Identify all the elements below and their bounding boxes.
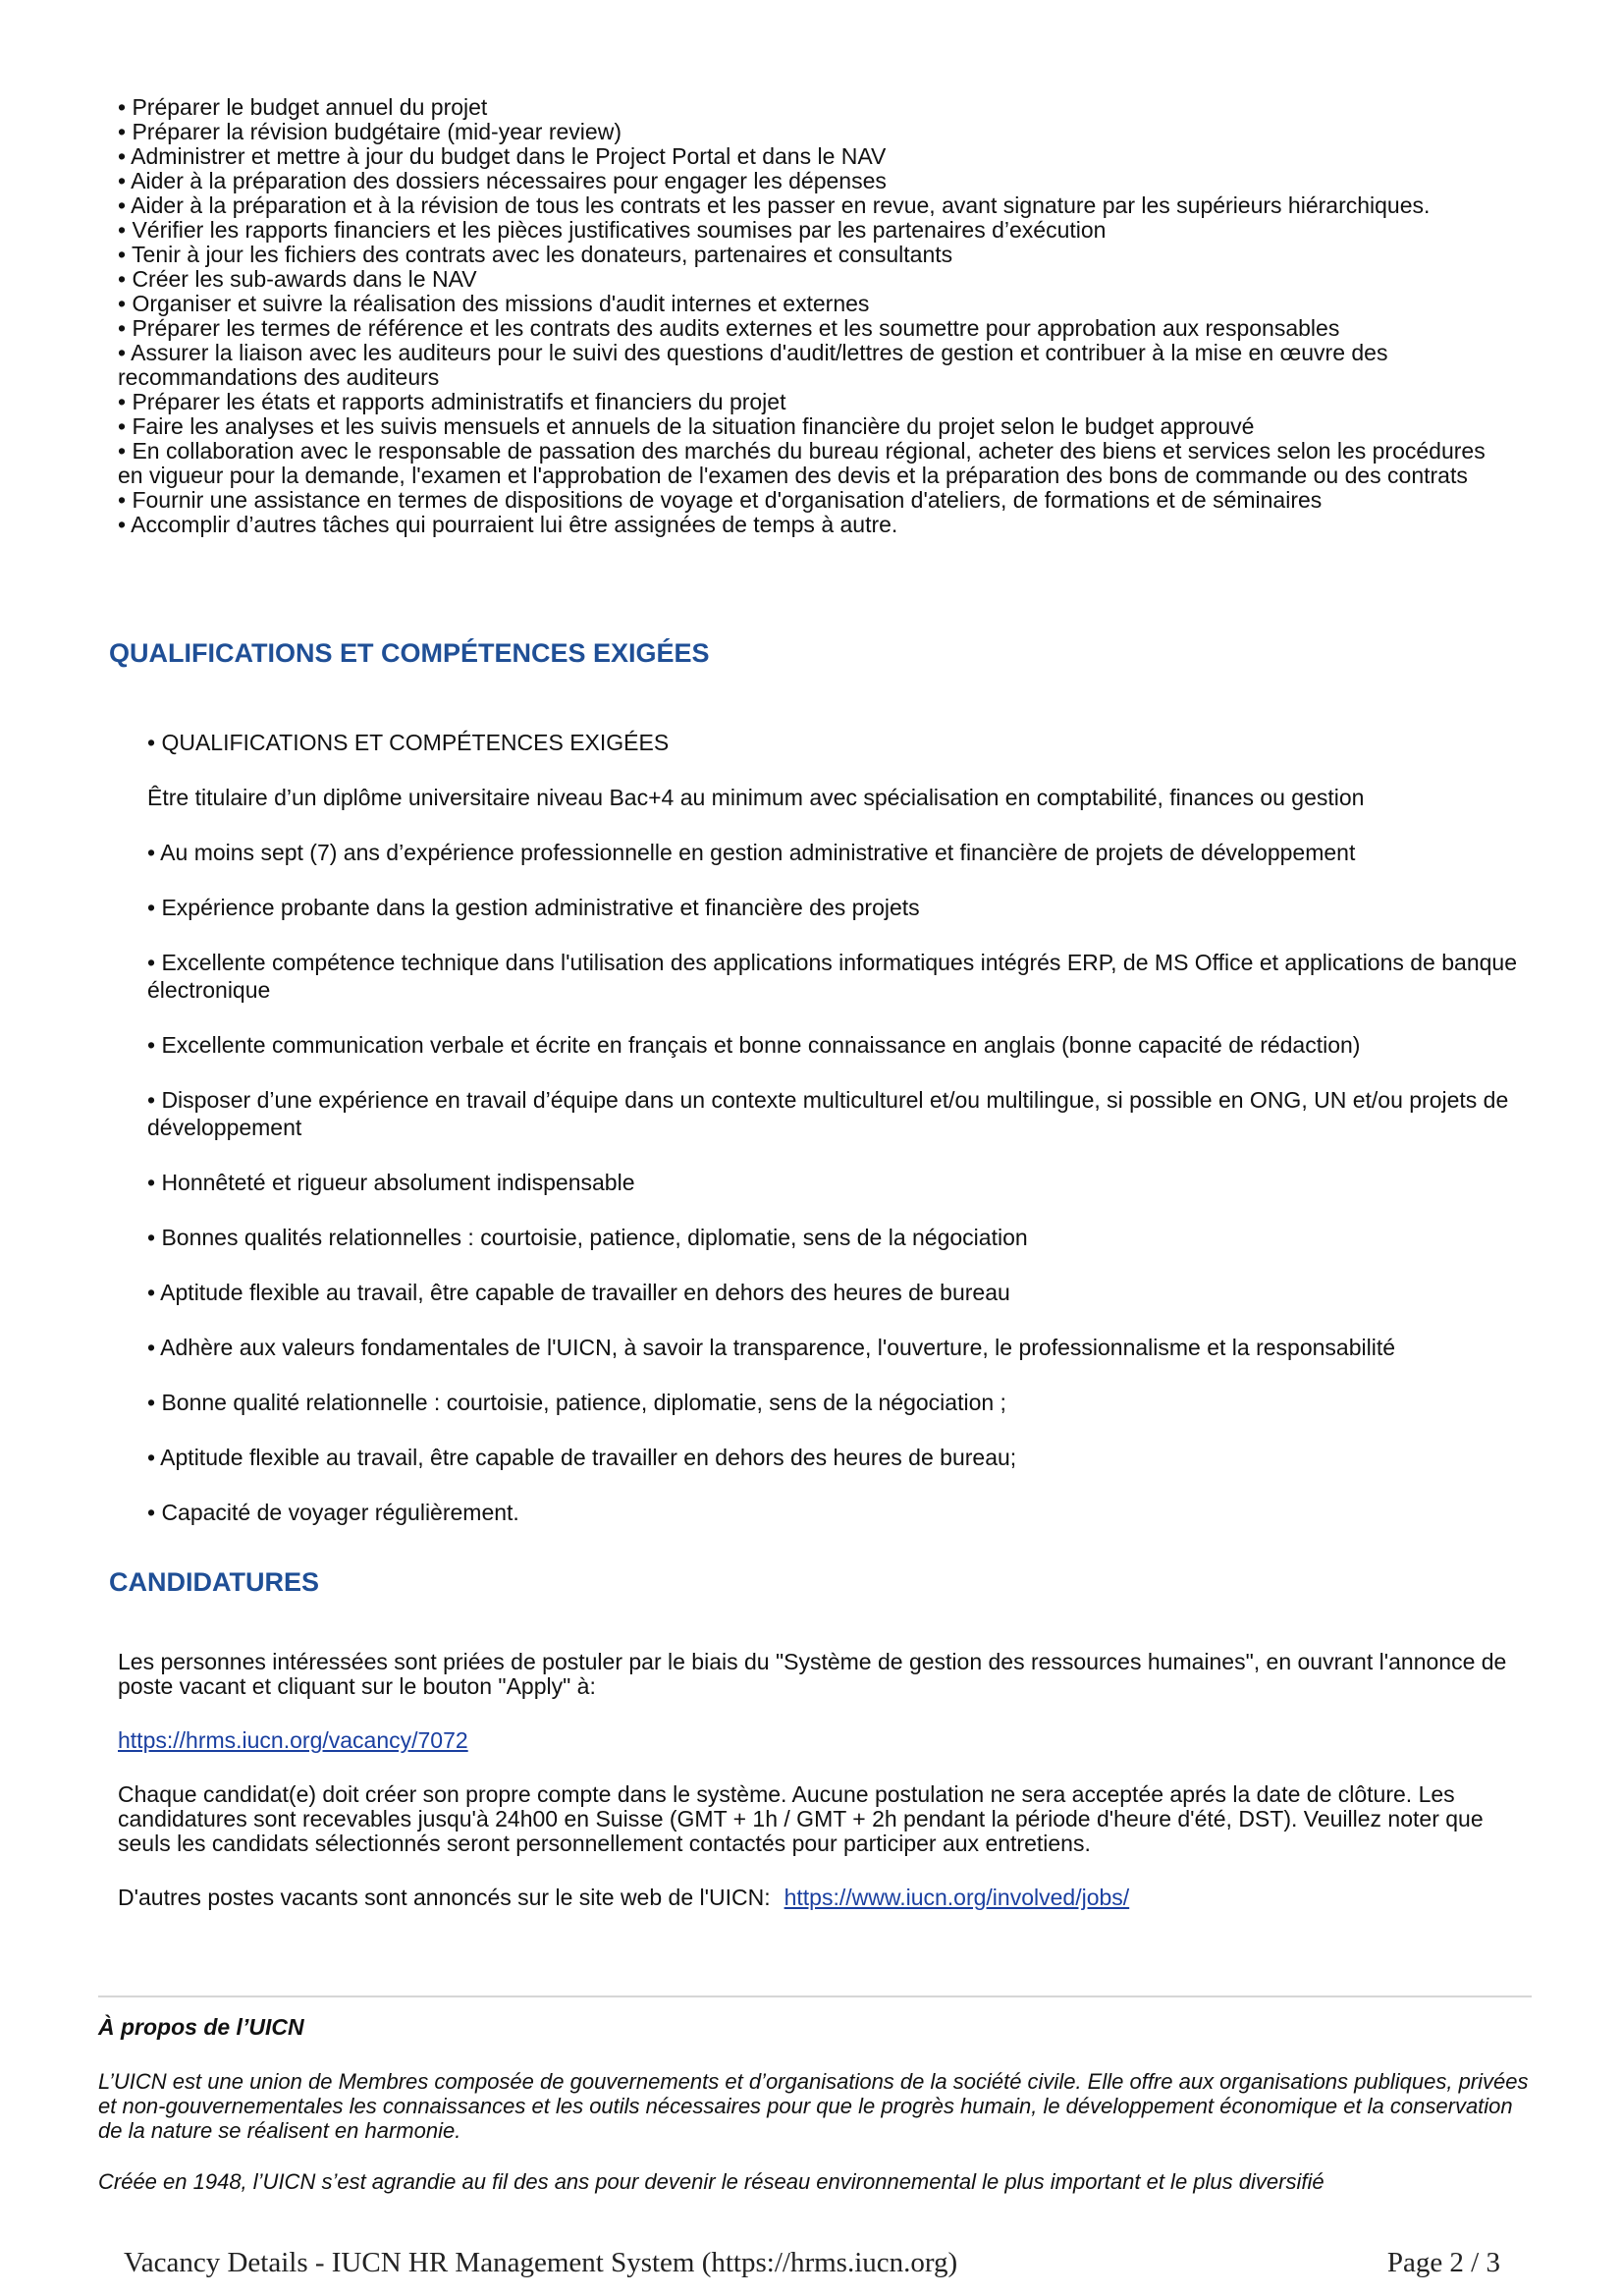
list-item: • Préparer les termes de référence et les contrats des audits externes et les soumettre pour approbation aux responsables (118, 315, 1340, 341)
list-item: • Accomplir d’autres tâches qui pourraient lui être assignées de temps à autre. (118, 512, 898, 537)
list-item: • Aptitude flexible au travail, être capable de travailler en dehors des heures de bureau (147, 1280, 1010, 1305)
application-instructions: Les personnes intéressées sont priées de postuler par le biais du "Système de gestion des ressources humaines", en ouvrant l'annonce de poste vacant et cliquant sur le bouton "Apply" à: (118, 1649, 1507, 1699)
list-item: • Administrer et mettre à jour du budget dans le Project Portal et dans le NAV (118, 143, 887, 169)
about-paragraph: Créée en 1948, l’UICN s’est agrandie au fil des ans pour devenir le réseau environnemental le plus important et le plus diversifié (98, 2169, 1325, 2194)
list-item: • Tenir à jour les fichiers des contrats avec les donateurs, partenaires et consultants (118, 242, 953, 267)
list-item: • Aptitude flexible au travail, être capable de travailler en dehors des heures de bureau; (147, 1445, 1017, 1470)
list-item: • QUALIFICATIONS ET COMPÉTENCES EXIGÉES (147, 730, 670, 755)
list-item: • Adhère aux valeurs fondamentales de l'UICN, à savoir la transparence, l'ouverture, le professionnalisme et la responsabilité (147, 1335, 1396, 1360)
list-item: • Fournir une assistance en termes de dispositions de voyage et d'organisation d'ateliers, de formations et de séminaires (118, 487, 1323, 513)
duties-list (118, 95, 1512, 537)
list-item: • Faire les analyses et les suivis mensuels et annuels de la situation financière du projet selon le budget approuvé (118, 413, 1255, 439)
qualifications-list (147, 729, 1522, 1554)
about-paragraph: L’UICN est une union de Membres composée de gouvernements et d’organisations de la société civile. Elle offre aux organisations publiques, privées et non-gouvernementales les connaissances et les outils nécessaires pour que le progrès humain, le développement économique et la conservation de la nature se réalisent en harmonie. (98, 2069, 1529, 2143)
other-vacancies-text: D'autres postes vacants sont annoncés sur le site web de l'UICN: (118, 1885, 771, 1910)
list-item: • Bonnes qualités relationnelles : courtoisie, patience, diplomatie, sens de la négociation (147, 1225, 1028, 1250)
list-item: • En collaboration avec le responsable de passation des marchés du bureau régional, acheter des biens et services selon les procédures en vigueur pour la demande, l'examen et l'approbation de l'examen des devis et la préparation des bons de commande ou des contrats (118, 438, 1486, 488)
list-item: • Aider à la préparation et à la révision de tous les contrats et les passer en revue, avant signature par les supérieurs hiérarchiques. (118, 192, 1431, 218)
section-divider (98, 1995, 1532, 1997)
about-section (98, 2015, 1532, 2220)
page-number: Page 2 / 3 (1386, 2247, 1500, 2278)
list-item: • Expérience probante dans la gestion administrative et financière des projets (147, 895, 920, 920)
list-item: • Préparer la révision budgétaire (mid-year review) (118, 119, 622, 144)
about-heading: À propos de l’UICN (98, 2014, 304, 2040)
jobs-link[interactable]: https://www.iucn.org/involved/jobs/ (784, 1885, 1130, 1910)
apply-link-line (118, 1728, 1512, 1753)
list-item: • Préparer les états et rapports administratifs et financiers du projet (118, 389, 786, 414)
list-item: • Honnêteté et rigueur absolument indispensable (147, 1170, 635, 1195)
qualifications-heading: QUALIFICATIONS ET COMPÉTENCES EXIGÉES (109, 638, 710, 668)
list-item: • Excellente communication verbale et écrite en français et bonne connaissance en anglais (bonne capacité de rédaction) (147, 1032, 1361, 1058)
list-item: Être titulaire d’un diplôme universitaire niveau Bac+4 au minimum avec spécialisation en comptabilité, finances ou gestion (147, 785, 1365, 810)
other-vacancies-line (118, 1886, 1512, 1910)
candidatures-heading: CANDIDATURES (109, 1567, 319, 1597)
list-item: • Créer les sub-awards dans le NAV (118, 266, 477, 292)
list-item: • Assurer la liaison avec les auditeurs pour le suivi des questions d'audit/lettres de gestion et contribuer à la mise en œuvre des recommandations des auditeurs (118, 340, 1388, 390)
account-note: Chaque candidat(e) doit créer son propre compte dans le système. Aucune postulation ne sera acceptée aprés la date de clôture. Les candidatures sont recevables jusqu'à 24h00 en Suisse (GMT + 1h / GMT + 2h pendant la période d'heure d'été, DST). Veuillez noter que seuls les candidats sélectionnés seront personnellement contactés pour participer aux entretiens. (118, 1781, 1484, 1856)
list-item: • Capacité de voyager régulièrement. (147, 1500, 519, 1525)
apply-link[interactable]: https://hrms.iucn.org/vacancy/7072 (118, 1727, 468, 1753)
list-item: • Préparer le budget annuel du projet (118, 94, 488, 120)
list-item: • Excellente compétence technique dans l'utilisation des applications informatiques intégrés ERP, de MS Office et applications de banque électronique (147, 950, 1517, 1003)
candidatures-section (118, 1650, 1512, 1940)
page-footer (124, 2247, 1500, 2280)
list-item: • Vérifier les rapports financiers et les pièces justificatives soumises par les partenaires d’exécution (118, 217, 1107, 243)
list-item: • Bonne qualité relationnelle : courtoisie, patience, diplomatie, sens de la négociation ; (147, 1390, 1006, 1415)
list-item: • Au moins sept (7) ans d’expérience professionnelle en gestion administrative et financière de projets de développement (147, 840, 1356, 865)
list-item: • Aider à la préparation des dossiers nécessaires pour engager les dépenses (118, 168, 887, 193)
list-item: • Disposer d’une expérience en travail d’équipe dans un contexte multiculturel et/ou multilingue, si possible en ONG, UN et/ou projets de développement (147, 1087, 1509, 1140)
footer-source: Vacancy Details - IUCN HR Management System (https://hrms.iucn.org) (124, 2247, 958, 2278)
list-item: • Organiser et suivre la réalisation des missions d'audit internes et externes (118, 291, 870, 316)
